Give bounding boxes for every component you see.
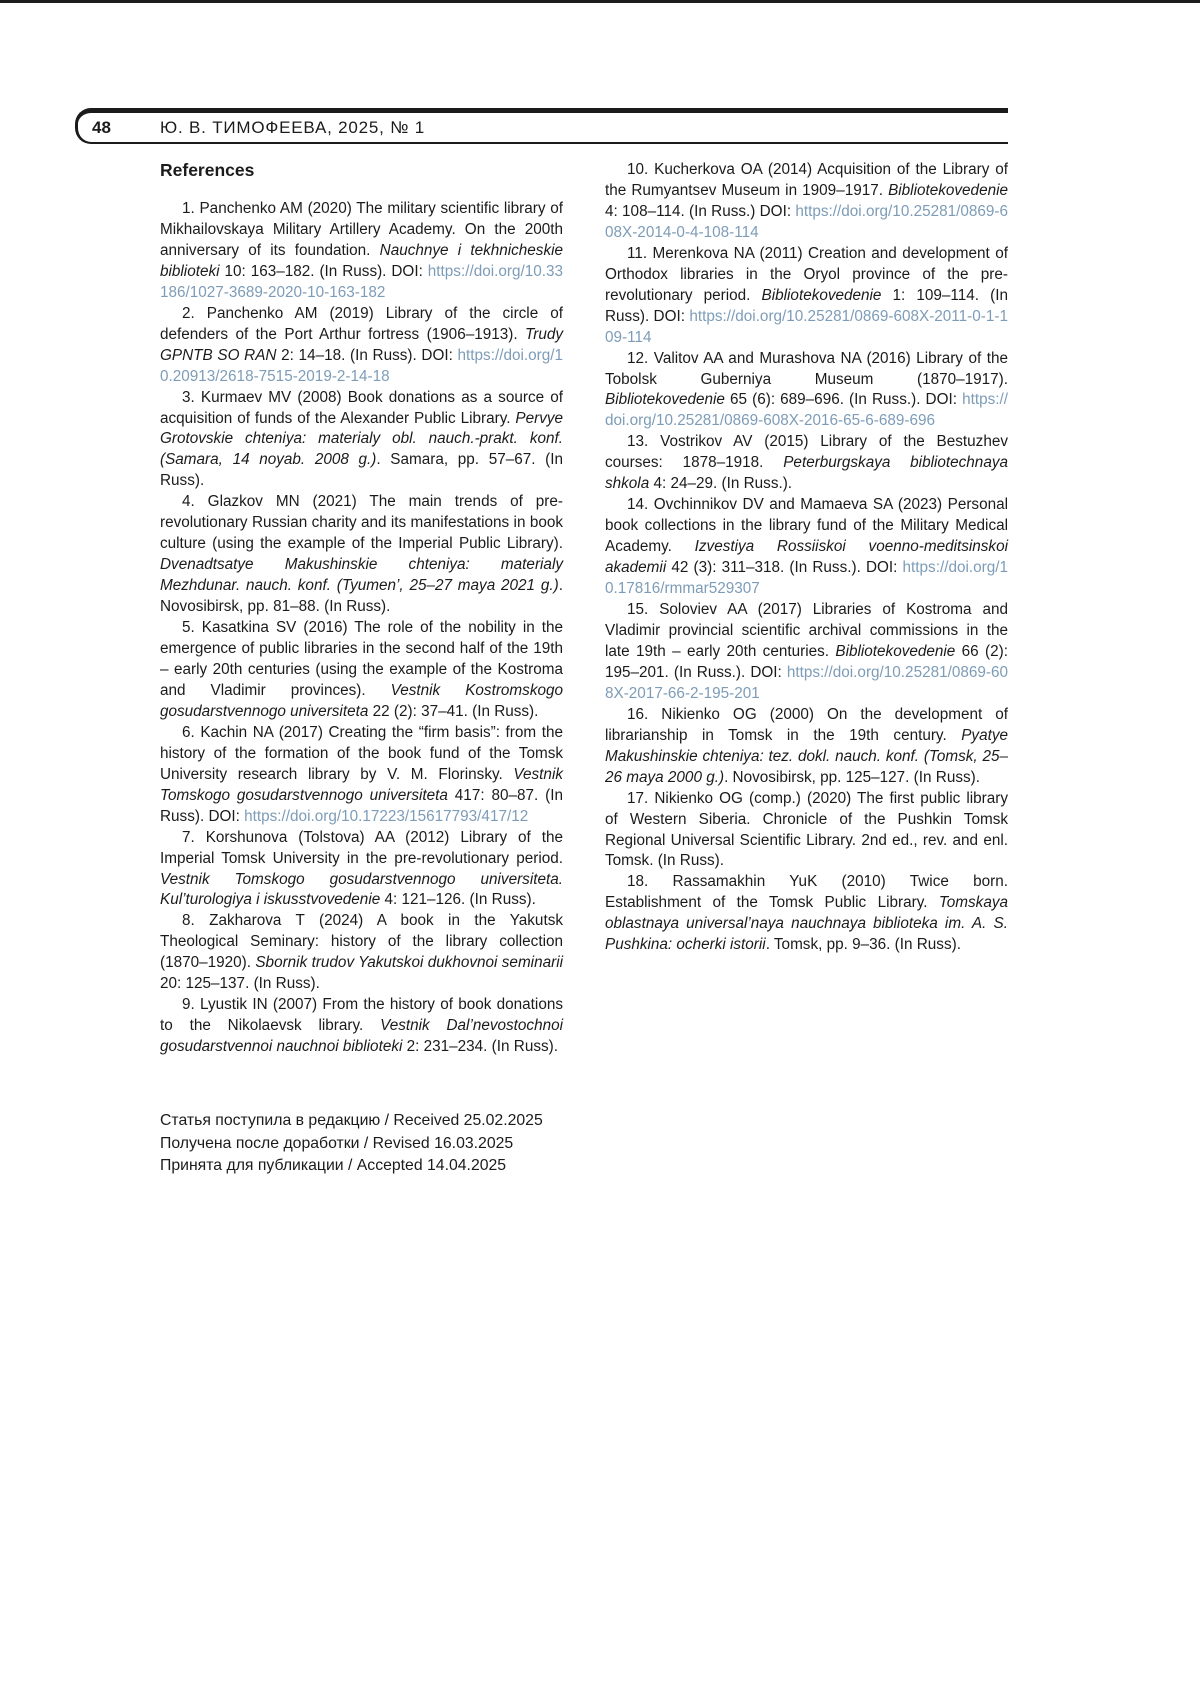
reference-text: . Novosibirsk, pp. 81–88. (In Russ). xyxy=(160,577,563,616)
source-title: Izvestiya Rossiiskoi voenno-meditsinskoi akademii xyxy=(605,538,1008,577)
reference-item xyxy=(160,388,563,493)
reference-text: 10: 163–182. (In Russ). DOI: xyxy=(219,262,428,280)
source-title: Tomskaya oblastnaya universal’naya nauchnaya biblioteka im. A. S. Pushkina: ocherki istorii xyxy=(605,894,1008,954)
reference-item xyxy=(160,723,563,828)
reference-text: 2. Panchenko AM (2019) Library of the circle of defenders of the Port Arthur fortress (1906–1913). xyxy=(160,304,563,343)
reference-item xyxy=(605,789,1008,873)
reference-text: 14. Ovchinnikov DV and Mamaeva SA (2023) Personal book collections in the library fund of the Military Medical Academy. xyxy=(605,496,1008,556)
doi-link[interactable]: https://doi.org/10.33186/1027-3689-2020-10-163-182 xyxy=(160,262,563,301)
references-list-right xyxy=(605,160,1008,956)
reference-text: 18. Rassamakhin YuK (2010) Twice born. Establishment of the Tomsk Public Library. xyxy=(605,873,1008,912)
reference-text: 2: 231–234. (In Russ). xyxy=(402,1038,558,1056)
reference-item xyxy=(605,432,1008,495)
reference-text: 17. Nikienko OG (comp.) (2020) The first public library of Western Siberia. Chronicle of the Pushkin Tomsk Regional Universal Scientific Library. 2nd ed., rev. and enl. Tomsk. (In Russ). xyxy=(605,789,1008,870)
reference-text: 20: 125–137. (In Russ). xyxy=(160,975,320,993)
reference-text: 1. Panchenko AM (2020) The military scientific library of Mikhailovskaya Military Artillery Academy. On the 200th anniversary of its foundation. xyxy=(160,200,563,259)
source-title: Pyatye Makushinskie chteniya: tez. dokl. nauch. konf. (Tomsk, 25–26 maya 2000 g.) xyxy=(605,726,1008,786)
reference-text: 11. Merenkova NA (2011) Creation and development of Orthodox libraries in the Oryol province of the pre-revolutionary period. xyxy=(605,244,1008,304)
reference-text: 1: 109–114. (In Russ). DOI: xyxy=(605,286,1008,325)
reference-item xyxy=(605,872,1008,956)
references-column-left xyxy=(160,160,563,1177)
references-section xyxy=(160,160,1008,1177)
source-title: Sbornik trudov Yakutskoi dukhovnoi seminarii xyxy=(255,954,563,972)
reference-text: 8. Zakharova T (2024) A book in the Yakutsk Theological Seminary: history of the library collection (1870–1920). xyxy=(160,912,563,972)
reference-text: 7. Korshunova (Tolstova) AA (2012) Library of the Imperial Tomsk University in the pre-revolutionary period. xyxy=(160,828,563,867)
reference-item xyxy=(160,828,563,912)
reference-text: 4: 121–126. (In Russ). xyxy=(380,891,536,909)
doi-link[interactable]: https://doi.org/10.20913/2618-7515-2019-2-14-18 xyxy=(160,346,563,385)
reference-item xyxy=(160,618,563,723)
reference-text: 3. Kurmaev MV (2008) Book donations as a source of acquisition of funds of the Alexander Public Library. xyxy=(160,388,563,427)
source-title: Vestnik Kostromskogo gosudarstvennogo universiteta xyxy=(160,681,563,720)
reference-item xyxy=(605,160,1008,244)
source-title: Pervye Grotovskie chteniya: materialy obl. nauch.-prakt. konf. (Samara, 14 noyab. 2008 g.) xyxy=(160,409,563,469)
reference-item xyxy=(605,349,1008,433)
reference-text: 417: 80–87. (In Russ). DOI: xyxy=(160,786,563,825)
revised-date: Получена после доработки / Revised 16.03.2025 xyxy=(160,1134,514,1152)
doi-link[interactable]: https://doi.org/10.25281/0869-608X-2014-0-4-108-114 xyxy=(605,202,1008,241)
reference-text: 5. Kasatkina SV (2016) The role of the nobility in the emergence of public libraries in the second half of the 19th – early 20th centuries (using the example of the Kostroma and Vladimir provinces). xyxy=(160,619,563,699)
page-number: 48 xyxy=(92,117,111,137)
reference-text: . Tomsk, pp. 9–36. (In Russ). xyxy=(765,936,961,954)
references-title: References xyxy=(160,160,255,180)
reference-text: 65 (6): 689–696. (In Russ.). DOI: xyxy=(724,391,963,409)
source-title: Bibliotekovedenie xyxy=(888,181,1008,199)
running-head: Ю. В. ТИМОФЕЕВА, 2025, № 1 xyxy=(160,117,426,137)
reference-text: . Samara, pp. 57–67. (In Russ). xyxy=(160,451,564,490)
reference-item xyxy=(605,244,1008,349)
source-title: Bibliotekovedenie xyxy=(835,642,956,660)
received-date: Статья поступила в редакцию / Received 25.02.2025 xyxy=(160,1112,543,1130)
reference-item xyxy=(160,911,563,995)
reference-text: 13. Vostrikov AV (2015) Library of the Bestuzhev courses: 1878–1918. xyxy=(605,433,1008,472)
source-title: Nauchnye i tekhnicheskie biblioteki xyxy=(160,241,564,280)
reference-text: 15. Soloviev AA (2017) Libraries of Kostroma and Vladimir provincial scientific archival commissions in the late 19th – early 20th centuries. xyxy=(605,601,1008,660)
reference-text: 10. Kucherkova OA (2014) Acquisition of the Library of the Rumyantsev Museum in 1909–1917. xyxy=(605,161,1008,199)
reference-item xyxy=(605,705,1008,789)
article-dates xyxy=(160,1110,563,1177)
reference-text: 22 (2): 37–41. (In Russ). xyxy=(368,702,539,720)
reference-text: 42 (3): 311–318. (In Russ.). DOI: xyxy=(666,559,903,577)
reference-text: 6. Kachin NA (2017) Creating the “firm basis”: from the history of the formation of the book fund of the Tomsk University research library by V. M. Florinsky. xyxy=(160,723,563,783)
reference-text: 4. Glazkov MN (2021) The main trends of pre-revolutionary Russian charity and its manifestations in book culture (using the example of the Imperial Public Library). xyxy=(160,493,563,553)
reference-text: 9. Lyustik IN (2007) From the history of book donations to the Nikolaevsk library. xyxy=(160,996,563,1035)
doi-link[interactable]: https://doi.org/10.17223/15617793/417/12 xyxy=(244,807,529,825)
source-title: Dvenadtsatye Makushinskie chteniya: materialy Mezhdunar. nauch. konf. (Tyumen’, 25–27 maya 2021 g.) xyxy=(160,556,563,595)
reference-item xyxy=(160,995,563,1058)
references-column-right xyxy=(605,160,1008,1177)
source-title: Vestnik Tomskogo gosudarstvennogo universiteta. Kul’turologiya i iskusstvovedenie xyxy=(160,870,563,909)
reference-text: . Novosibirsk, pp. 125–127. (In Russ). xyxy=(724,768,980,786)
doi-link[interactable]: https://doi.org/10.25281/0869-608X-2016-65-6-689-696 xyxy=(605,391,1008,430)
references-list-left xyxy=(160,199,563,1058)
reference-item xyxy=(160,199,563,304)
reference-item xyxy=(605,495,1008,600)
reference-item xyxy=(605,600,1008,705)
source-title: Bibliotekovedenie xyxy=(761,286,882,304)
page-top-edge xyxy=(0,0,1200,3)
reference-item xyxy=(160,492,563,618)
reference-text: 16. Nikienko OG (2000) On the development of librarianship in Tomsk in the 19th century. xyxy=(605,705,1008,744)
reference-text: 4: 24–29. (In Russ.). xyxy=(649,475,793,493)
reference-text: 12. Valitov AA and Murashova NA (2016) Library of the Tobolsk Guberniya Museum (1870–1917). xyxy=(605,349,1008,388)
source-title: Bibliotekovedenie xyxy=(605,391,725,409)
doi-link[interactable]: https://doi.org/10.25281/0869-608X-2011-0-1-109-114 xyxy=(605,307,1008,346)
source-title: Trudy GPNTB SO RAN xyxy=(160,325,563,364)
running-head-rule xyxy=(75,108,1008,144)
doi-link[interactable]: https://doi.org/10.17816/rmmar529307 xyxy=(605,559,1008,598)
reference-item xyxy=(160,304,563,388)
source-title: Vestnik Dal’nevostochnoi gosudarstvennoi nauchnoi biblioteki xyxy=(160,1017,564,1056)
source-title: Vestnik Tomskogo gosudarstvennogo universiteta xyxy=(160,765,563,804)
accepted-date: Принята для публикации / Accepted 14.04.2025 xyxy=(160,1156,507,1174)
source-title: Peterburgskaya bibliotechnaya shkola xyxy=(605,454,1008,493)
reference-text: 4: 108–114. (In Russ.) DOI: xyxy=(605,202,796,220)
reference-text: 66 (2): 195–201. (In Russ.). DOI: xyxy=(605,642,1008,681)
page-header xyxy=(75,108,1008,144)
doi-link[interactable]: https://doi.org/10.25281/0869-608X-2017-66-2-195-201 xyxy=(605,663,1008,702)
reference-text: 2: 14–18. (In Russ). DOI: xyxy=(276,346,458,364)
